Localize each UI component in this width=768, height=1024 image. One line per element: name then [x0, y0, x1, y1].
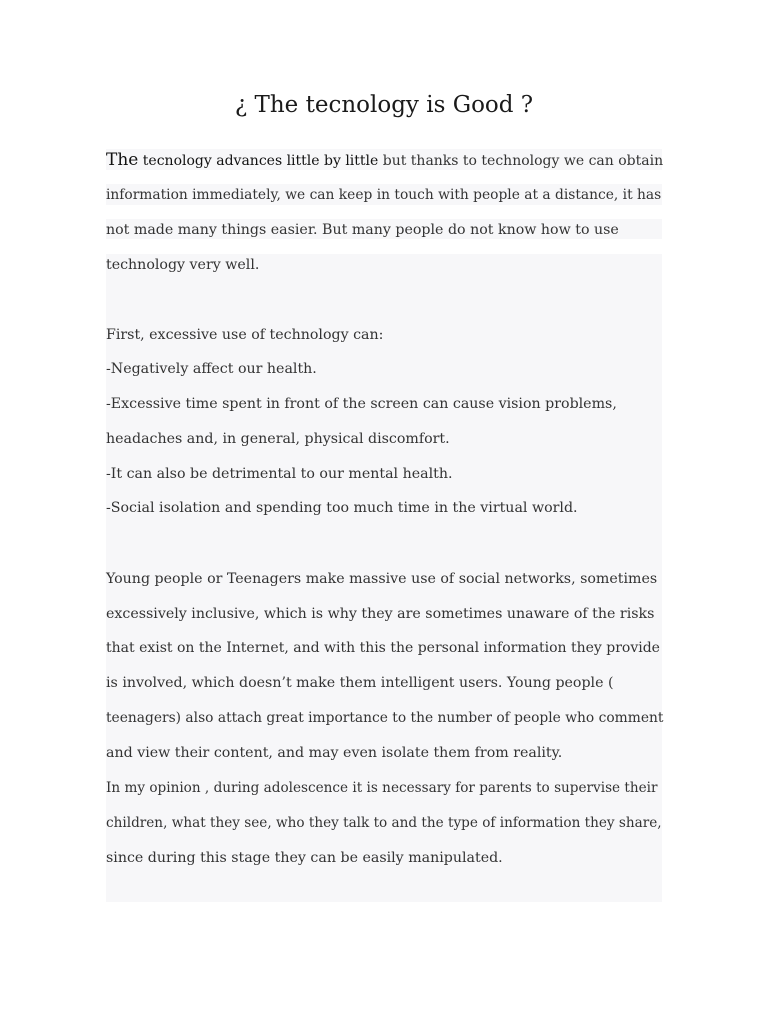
list-item: -Excessive time spent in front of the screen can cause vision problems,	[106, 396, 617, 412]
paragraph-line: Young people or Teenagers make massive use of social networks, sometimes	[106, 571, 658, 587]
list-item: -It can also be detrimental to our mental health.	[106, 466, 453, 482]
list-item: headaches and, in general, physical discomfort.	[106, 431, 450, 447]
paragraph-line: excessively inclusive, which is why they are sometimes unaware of the risks	[106, 606, 655, 622]
paragraph-line: and view their content, and may even isolate them from reality.	[106, 745, 563, 761]
paragraph-line: that exist on the Internet, and with this the personal information they provide	[106, 640, 660, 656]
paragraph-line: is involved, which doesn’t make them intelligent users. Young people (	[106, 675, 614, 691]
list-intro: First, excessive use of technology can:	[106, 327, 384, 343]
intro-line: technology very well.	[106, 257, 260, 273]
list-item: -Negatively affect our health.	[106, 361, 317, 377]
intro-lead-phrase: tecnology advances little by little	[138, 153, 379, 169]
document-title: ¿ The tecnology is Good ?	[234, 92, 534, 118]
intro-line: not made many things easier. But many people do not know how to use	[106, 222, 619, 238]
list-item: -Social isolation and spending too much time in the virtual world.	[106, 500, 578, 516]
paragraph-line: teenagers) also attach great importance to the number of people who comment	[106, 710, 664, 726]
paragraph-line: since during this stage they can be easily manipulated.	[106, 850, 503, 866]
intro-first-word: The	[106, 150, 139, 170]
paragraph-line: children, what they see, who they talk to and the type of information they share,	[106, 815, 662, 831]
intro-line-rest: but thanks to technology we can obtain	[378, 153, 664, 169]
paragraph-line: In my opinion , during adolescence it is necessary for parents to supervise their	[106, 780, 658, 796]
intro-line	[106, 150, 663, 171]
intro-line: information immediately, we can keep in touch with people at a distance, it has	[106, 187, 662, 203]
